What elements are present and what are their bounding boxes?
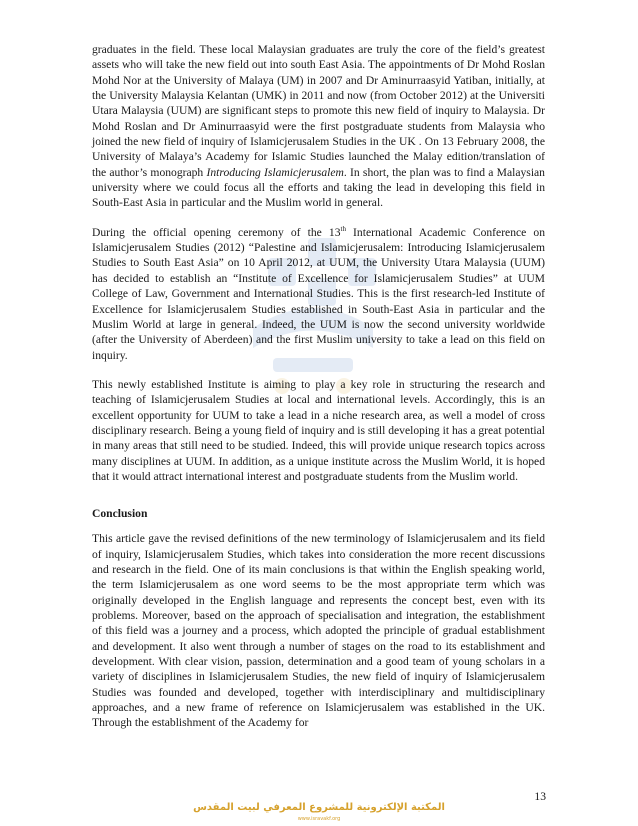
paragraph-institute: This newly established Institute is aiming to play a key role in structuring the research and teaching of Islamicjerusalem Studies at local and international levels. Accordingly, this is an excellent opportunity for UUM to take a lead in a niche research area, as well a model of cross disciplinary research. Being a young field of inquiry and is still developing it has a great potential in many areas that still need to be studied. Indeed, this will provide unique research topics across many disciplines at UUM. In addition, as a unique institute across the Muslim World, it is hoped that it would attract international interest and postgraduate students from the Muslim world. <box>92 377 546 483</box>
paragraph-text: During the official opening ceremony of the 13 <box>92 225 341 239</box>
paragraph-opening-ceremony <box>92 225 545 363</box>
page-number: 13 <box>534 790 546 803</box>
paragraph-text: International Academic Conference on Islamicjerusalem Studies (2012) “Palestine and Islamicjerusalem: Introducing Islamicjerusalem Studies to South East Asia” on 10 April 2012, at UUM, the University Utara Malaysia (UUM) has decided to establish an “Institute of Excellence for Islamicjerusalem Studies” at UUM College of Law, Government and International Studies. This is the first research-led Institute of Excellence for Islamicjerusalem Studies established in South-East Asia in particular and the Muslim World at large in general. Indeed, the UUM is now the second university worldwide (after the University of Aberdeen) and the first Muslim university to take a lead on this field on inquiry. <box>92 225 545 362</box>
footer-url: www.isravakf.org <box>297 816 341 822</box>
paragraph-text: graduates in the field. These local Malaysian graduates are truly the core of the field’s greatest assets who will take the new field out into south East Asia. The appointments of Dr Mohd Roslan Mohd Nor at the University of Malaya (UM) in 2007 and Dr Aminurraasyid Yatiban, initially, at the University Malaysia Kelantan (UMK) in 2011 and now (from October 2012) at the Universiti Utara Malaysia (UUM) are significant steps to promote this new field of inquiry to Malaysia. Dr Mohd Roslan and Dr Aminurraasyid were the first postgraduate students from Malaysia who joined the new field of inquiry of Islamicjerusalem Studies in the UK . On 13 February 2008, the University of Malaya’s Academy for Islamic Studies launched the Malay edition/translation of the author’s monograph <box>92 43 545 179</box>
footer-arabic-title: المكتبة الإلكترونية للمشروع المعرفي لبيت المقدس <box>193 802 445 813</box>
book-title: Introducing Islamicjerusalem <box>206 165 344 179</box>
document-body <box>92 42 545 731</box>
paragraph-text: . In short, the plan was to find a Malaysian university where we could focus all the efforts and taking the lead in developing this field in South-East Asia in particular and the Muslim world in general. <box>92 165 545 210</box>
paragraph-graduates <box>92 42 545 211</box>
ordinal-suffix: th <box>340 224 346 233</box>
paragraph-conclusion: This article gave the revised definitions of the new terminology of Islamicjerusalem and its field of inquiry, Islamicjerusalem Studies, which takes into consideration the more recent discussions and research in the field. One of its main conclusions is that within the English speaking world, the term Islamicjerusalem as one word seems to be the most appropriate term which was originally developed in the English language and represents the concept best, even with its problems. Moreover, based on the approach of specialisation and integration, the establishment of this field was a journey and a process, which adopted the principle of gradual establishment and development. It also went through a number of stages on the road to its establishment and development. With clear vision, passion, determination and a good team of young scholars in a variety of disciplines in Islamicjerusalem Studies, the new field of inquiry of Islamicjerusalem Studies was founded and developed, together with interdisciplinary and multidisciplinary approaches, and a new frame of reference on Islamicjerusalem was established in the UK. Through the establishment of the Academy for <box>92 532 545 730</box>
conclusion-heading: Conclusion <box>92 507 148 521</box>
